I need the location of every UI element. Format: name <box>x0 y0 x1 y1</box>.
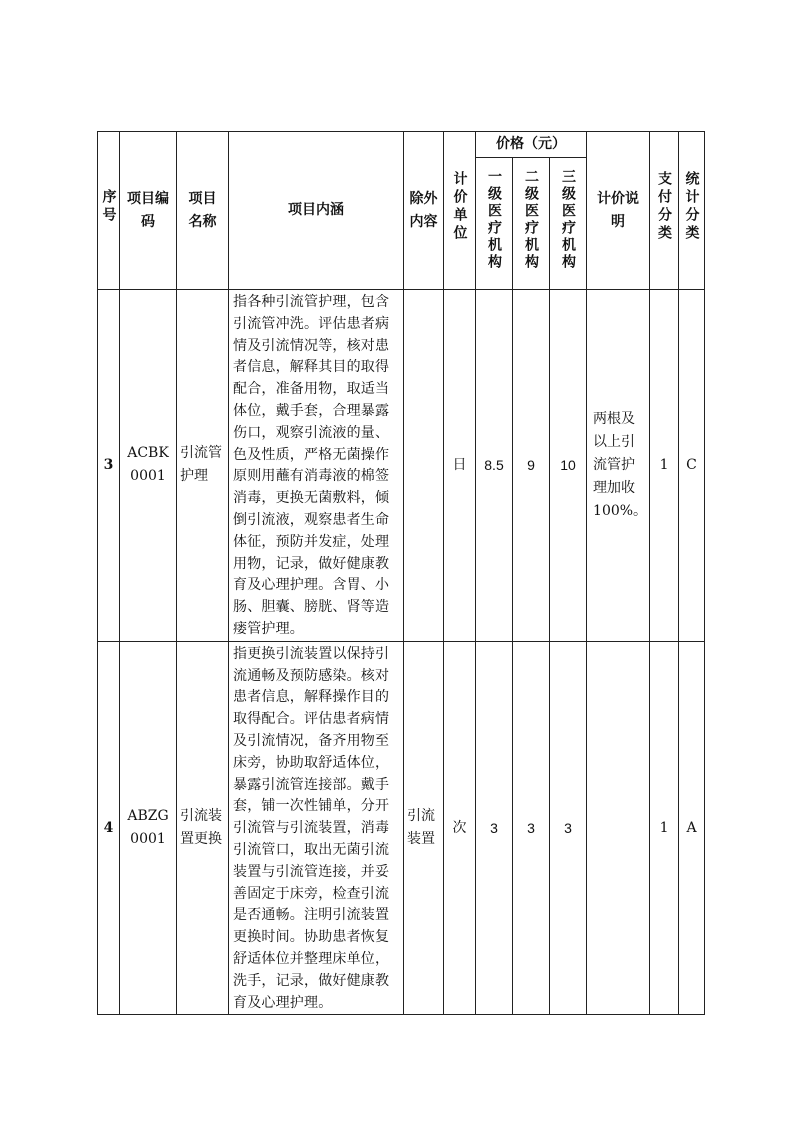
table-row <box>98 290 705 642</box>
header-pay-class-text: 支付分类 <box>656 170 673 243</box>
row-content: 指更换引流装置以保持引流通畅及预防感染。核对患者信息，解释操作目的取得配合。评估患者病情及引流情况，备齐用物至床旁，协助取舒适体位，暴露引流管连接部。戴手套，铺一次性铺单，分开引流管与引流装置，消毒引流管口，取出无菌引流装置与引流管连接，并妥善固定于床旁，检查引流是否通畅。注明引流装置更换时间。协助患者恢复舒适体位并整理床单位，洗手，记录，做好健康教育及心理护理。 <box>229 641 404 1015</box>
header-unit <box>444 132 476 290</box>
header-note-text: 计价说明 <box>597 190 640 230</box>
header-code-text: 项目编码 <box>127 190 169 230</box>
header-name-text: 项目名称 <box>188 190 217 230</box>
row-content: 指各种引流管护理，包含引流管冲洗。评估患者病情及引流情况等，核对患者信息，解释其目的取得配合，准备用物，取适当体位，戴手套，合理暴露伤口，观察引流液的量、色及性质，严格无菌操作原则用蘸有消毒液的棉签消毒，更换无菌敷料，倾倒引流液，观察患者生命体征，预防并发症，处理用物，记录，做好健康教育及心理护理。含胃、小肠、胆囊、膀胱、肾等造瘘管护理。 <box>229 290 404 642</box>
row-stat-class: A <box>679 641 705 1015</box>
header-level1-text: 一级医疗机构 <box>486 168 502 271</box>
row-excluded <box>404 290 444 642</box>
header-level3 <box>550 158 587 290</box>
row-name: 引流管护理 <box>177 290 229 642</box>
header-content <box>229 132 404 290</box>
header-stat-class-text: 统计分类 <box>683 170 700 243</box>
price-table <box>97 131 705 1015</box>
header-name <box>177 132 229 290</box>
row-price-level2: 9 <box>513 290 550 642</box>
header-seq-text: 序号 <box>100 188 117 225</box>
table-row <box>98 641 705 1015</box>
row-excluded: 引流装置 <box>404 641 444 1015</box>
row-unit: 次 <box>444 641 476 1015</box>
header-seq <box>98 132 120 290</box>
row-stat-class: C <box>679 290 705 642</box>
header-row-1 <box>98 132 705 158</box>
row-seq: 3 <box>98 290 120 642</box>
row-unit: 日 <box>444 290 476 642</box>
header-content-text: 项目内涵 <box>288 202 344 218</box>
header-level3-text: 三级医疗机构 <box>560 168 577 271</box>
row-code: ACBK 0001 <box>120 290 177 642</box>
header-unit-text: 计价单位 <box>451 170 468 243</box>
header-stat-class <box>679 132 705 290</box>
header-code <box>120 132 177 290</box>
row-code: ABZG 0001 <box>120 641 177 1015</box>
row-name: 引流装置更换 <box>177 641 229 1015</box>
row-price-level1: 3 <box>476 641 513 1015</box>
header-level2-text: 二级医疗机构 <box>523 168 539 271</box>
row-note <box>587 641 650 1015</box>
row-price-level2: 3 <box>513 641 550 1015</box>
row-price-level3: 3 <box>550 641 587 1015</box>
row-note: 两根及以上引流管护理加收100%。 <box>587 290 650 642</box>
header-price-group-text: 价格（元） <box>496 136 567 152</box>
header-excluded-text: 除外内容 <box>409 190 438 230</box>
row-pay-class: 1 <box>650 290 679 642</box>
header-price-group <box>476 132 587 158</box>
header-level2 <box>513 158 550 290</box>
row-seq: 4 <box>98 641 120 1015</box>
header-pay-class <box>650 132 679 290</box>
row-pay-class: 1 <box>650 641 679 1015</box>
header-note <box>587 132 650 290</box>
row-price-level3: 10 <box>550 290 587 642</box>
header-excluded <box>404 132 444 290</box>
row-price-level1: 8.5 <box>476 290 513 642</box>
header-level1 <box>476 158 513 290</box>
